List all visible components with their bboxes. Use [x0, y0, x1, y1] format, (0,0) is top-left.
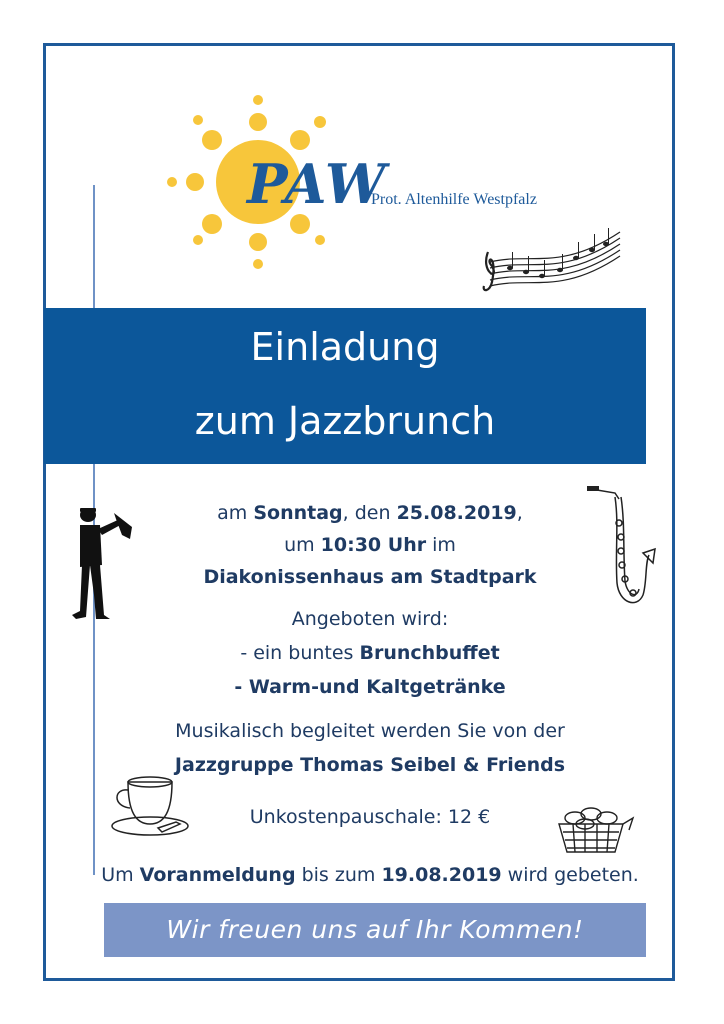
registration-deadline: 19.08.2019: [381, 864, 502, 886]
music-line: Musikalisch begleitet werden Sie von der: [175, 720, 565, 742]
weekday: Sonntag: [253, 502, 343, 524]
music-notes-icon: [470, 222, 630, 300]
offer-item-drinks: - Warm-und Kaltgetränke: [234, 676, 506, 698]
brunch-buffet: Brunchbuffet: [359, 642, 500, 664]
band-name: Jazzgruppe Thomas Seibel & Friends: [174, 754, 566, 776]
title-banner: [44, 308, 646, 464]
text: Um: [101, 864, 140, 886]
registration-keyword: Voranmeldung: [139, 864, 296, 886]
event-date-line: [100, 502, 640, 524]
text: - ein buntes: [240, 642, 360, 664]
event-date: 25.08.2019: [396, 502, 517, 524]
logo-subtitle: Prot. Altenhilfe Westpfalz: [371, 191, 537, 208]
event-location: Diakonissenhaus am Stadtpark: [203, 566, 537, 588]
text: im: [426, 534, 456, 556]
offer-heading: Angeboten wird:: [291, 608, 449, 630]
text: bis zum: [295, 864, 382, 886]
bread-basket-icon: [545, 800, 637, 862]
event-time: 10:30 Uhr: [320, 534, 427, 556]
fee-line: Unkostenpauschale: 12 €: [249, 806, 491, 828]
text: ,: [516, 502, 523, 524]
footer-banner: Wir freuen uns auf Ihr Kommen!: [104, 903, 646, 957]
text: am: [217, 502, 254, 524]
title-line-1: Einladung: [250, 325, 440, 369]
title-line-2: zum Jazzbrunch: [194, 399, 496, 443]
text: , den: [342, 502, 397, 524]
logo-wordmark: PAW: [247, 152, 387, 216]
offer-item-brunch: [100, 642, 640, 664]
text: wird gebeten.: [501, 864, 639, 886]
text: um: [284, 534, 321, 556]
registration-line: [100, 864, 640, 886]
event-time-line: [100, 534, 640, 556]
